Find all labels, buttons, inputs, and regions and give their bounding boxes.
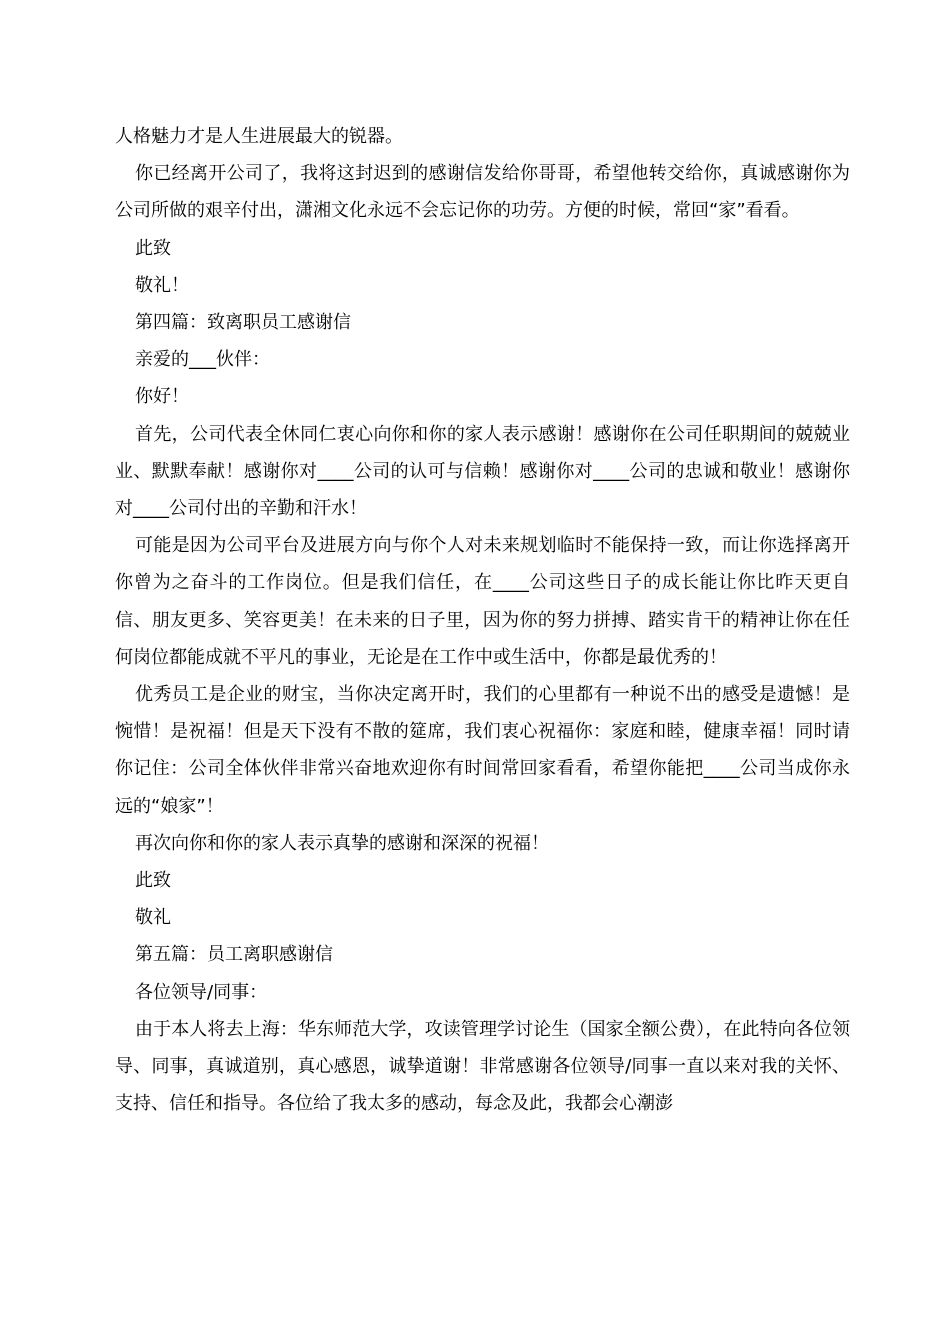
salutation: 各位领导/同事： — [135, 981, 268, 1003]
closing-salute: 敬礼！ — [135, 274, 189, 296]
section-heading: 第五篇：员工离职感谢信 — [135, 944, 333, 966]
greeting: 你好！ — [135, 386, 189, 408]
closing-line: 此致 — [135, 237, 171, 259]
salutation: 亲爱的___伙伴： — [135, 349, 270, 371]
section-heading: 第四篇：致离职员工感谢信 — [135, 312, 351, 334]
paragraph: 可能是因为公司平台及进展方向与你个人对未来规划临时不能保持一致，而让你选择离开你曾为之奋斗的工作岗位。但是我们信任，在____公司这些日子的成长能让你比昨天更自信、朋友更多、笑容更美！在未来的日子里，因为你的努力拼搏、踏实肯干的精神让你在任何岗位都能成就不平凡的事业，无论是在工作中或生活中，你都是最优秀的！ — [115, 535, 850, 668]
closing-line: 此致 — [135, 870, 171, 892]
paragraph: 你已经离开公司了，我将这封迟到的感谢信发给你哥哥，希望他转交给你，真诚感谢你为公司所做的艰辛付出，潇湘文化永远不会忘记你的功劳。方便的时候，常回“家”看看。 — [115, 163, 850, 222]
document-body — [115, 118, 850, 1122]
paragraph: 人格魅力才是人生进展最大的锐器。 — [115, 126, 403, 147]
paragraph: 由于本人将去上海：华东师范大学，攻读管理学讨论生（国家全额公费），在此特向各位领导、同事，真诚道别，真心感恩，诚挚道谢！非常感谢各位领导/同事一直以来对我的关怀、支持、信任和指导。各位给了我太多的感动，每念及此，我都会心潮澎 — [115, 1018, 850, 1115]
paragraph: 再次向你和你的家人表示真挚的感谢和深深的祝福！ — [135, 832, 549, 854]
paragraph: 首先，公司代表全休同仁衷心向你和你的家人表示感谢！感谢你在公司任职期间的兢兢业业、默默奉献！感谢你对____公司的认可与信赖！感谢你对____公司的忠诚和敬业！感谢你对____公司付出的辛勤和汗水！ — [115, 423, 850, 520]
paragraph: 优秀员工是企业的财宝，当你决定离开时，我们的心里都有一种说不出的感受是遗憾！是惋惜！是祝福！但是天下没有不散的筵席，我们衷心祝福你：家庭和睦，健康幸福！同时请你记住：公司全体伙伴非常兴奋地欢迎你有时间常回家看看，希望你能把____公司当成你永远的“娘家”！ — [115, 684, 850, 817]
closing-salute: 敬礼 — [135, 907, 171, 929]
